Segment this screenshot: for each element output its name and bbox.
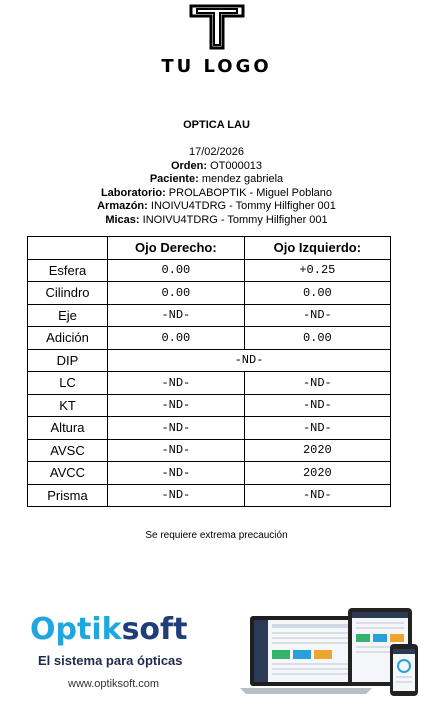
patient-value: mendez gabriela (201, 173, 284, 185)
prescription-table (27, 236, 391, 507)
brand-name-part1: Optik (30, 612, 122, 647)
row-label: Adición (28, 327, 108, 350)
table-row (28, 259, 391, 282)
order-details (0, 146, 433, 227)
row-label: DIP (28, 349, 108, 372)
table-row (28, 282, 391, 305)
table-row (28, 484, 391, 507)
left-eye-value: 2020 (244, 439, 390, 462)
left-eye-value: -ND- (244, 417, 390, 440)
left-eye-value: -ND- (244, 394, 390, 417)
left-eye-value: +0.25 (244, 259, 390, 282)
lens-value: INOIVU4TDRG - Tommy Hilfigher 001 (142, 213, 328, 226)
right-eye-value: -ND- (108, 439, 245, 462)
both-eyes-value: -ND- (108, 349, 391, 372)
brand-url: www.optiksoft.com (68, 678, 160, 690)
lab-value: PROLABOPTIK - Miguel Poblano (168, 186, 333, 199)
row-label: KT (28, 394, 108, 417)
header-right-eye: Ojo Derecho: (108, 237, 245, 260)
order-value: OT000013 (210, 159, 263, 172)
right-eye-value: -ND- (108, 417, 245, 440)
logo-mark-icon (189, 4, 245, 50)
table-row (28, 439, 391, 462)
row-label: Prisma (28, 484, 108, 507)
right-eye-value: -ND- (108, 304, 245, 327)
logo (0, 4, 433, 77)
lab-label: Laboratorio: (100, 186, 166, 199)
brand-name (30, 612, 215, 647)
right-eye-value: -ND- (108, 394, 245, 417)
left-eye-value: -ND- (244, 372, 390, 395)
right-eye-value: -ND- (108, 462, 245, 485)
order-label: Orden: (170, 159, 207, 172)
header-left-eye: Ojo Izquierdo: (244, 237, 390, 260)
frame-value: INOIVU4TDRG - Tommy Hilfigher 001 (150, 200, 336, 212)
row-label: Esfera (28, 259, 108, 282)
left-eye-value: 0.00 (244, 327, 390, 350)
order-number (0, 160, 433, 174)
left-eye-value: 2020 (244, 462, 390, 485)
right-eye-value: 0.00 (108, 327, 245, 350)
left-eye-value: -ND- (244, 304, 390, 327)
table-row (28, 349, 391, 372)
table-row (28, 462, 391, 485)
row-label: Altura (28, 417, 108, 440)
frame (0, 200, 433, 214)
table-row (28, 372, 391, 395)
office-name: OPTICA LAU (183, 119, 250, 131)
lens-label: Micas: (105, 213, 140, 226)
row-label: AVCC (28, 462, 108, 485)
brand-name-part2: soft (121, 612, 188, 647)
laboratory (0, 187, 433, 201)
row-label: AVSC (28, 439, 108, 462)
lenses (0, 214, 433, 228)
table-row (28, 394, 391, 417)
table-row (28, 304, 391, 327)
caution-note: Se requiere extrema precaución (145, 530, 288, 541)
right-eye-value: -ND- (108, 484, 245, 507)
order-date: 17/02/2026 (188, 146, 245, 158)
left-eye-value: 0.00 (244, 282, 390, 305)
header-blank (28, 237, 108, 260)
frame-label: Armazón: (97, 200, 148, 212)
brand-tagline: El sistema para ópticas (38, 653, 183, 668)
logo-text: TU LOGO (161, 56, 272, 77)
patient-label: Paciente: (149, 173, 199, 185)
row-label: Cilindro (28, 282, 108, 305)
right-eye-value: 0.00 (108, 259, 245, 282)
right-eye-value: 0.00 (108, 282, 245, 305)
row-label: Eje (28, 304, 108, 327)
table-row (28, 417, 391, 440)
left-eye-value: -ND- (244, 484, 390, 507)
table-header-row (28, 237, 391, 260)
brand-block (30, 612, 215, 690)
patient (0, 173, 433, 187)
row-label: LC (28, 372, 108, 395)
devices-illustration-icon (236, 606, 422, 698)
table-row (28, 327, 391, 350)
right-eye-value: -ND- (108, 372, 245, 395)
